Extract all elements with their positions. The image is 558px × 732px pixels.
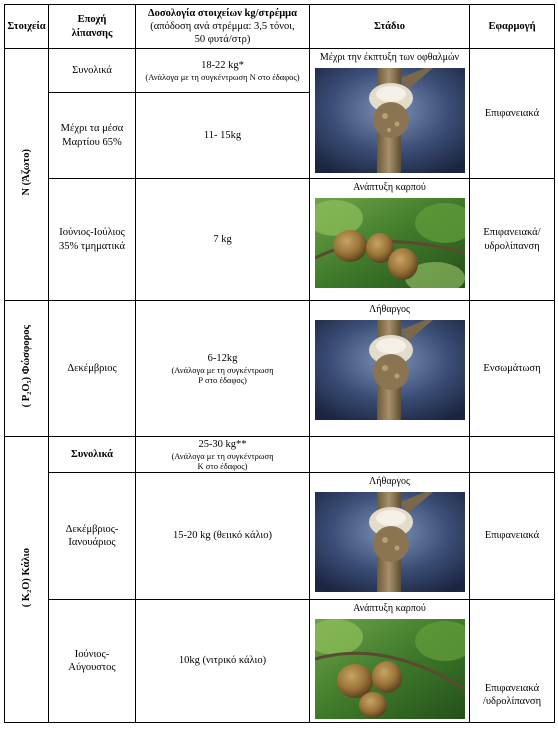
k-total-stage-empty <box>310 437 470 473</box>
kiwi-fruit-photo-icon <box>315 198 465 288</box>
p-dec-dose-note-line1: (Ανάλογα με τη συγκέντρωση <box>171 364 274 375</box>
group-nitrogen-label: Ν (Άζωτο) <box>20 149 32 196</box>
group-phosphorus <box>5 301 49 437</box>
n-total-season: Συνολικά <box>49 49 136 93</box>
header-elements: Στοιχεία <box>5 5 49 49</box>
header-season-line2: λίπανσης <box>71 27 113 39</box>
group-potassium <box>5 437 49 723</box>
k-dec-season-line2: Ιανουάριος <box>68 537 116 548</box>
n-june-season-line1: Ιούνιος-Ιούλιος <box>59 227 125 239</box>
application-surface-fert-line2: υδρολίπανση <box>484 240 540 252</box>
header-season <box>49 5 136 49</box>
k-total-dose-note-line1: (Ανάλογα με τη συγκέντρωση <box>171 450 274 461</box>
row-n-june <box>5 179 555 301</box>
application-surface2: Επιφανειακά <box>470 473 555 600</box>
header-dose-line1: Δοσολογία στοιχείων kg/στρέμμα <box>148 7 297 19</box>
n-june-season <box>49 179 136 301</box>
kiwi-bud-photo-icon <box>315 320 465 420</box>
application-surface-fert2-line2: /υδρολίπανση <box>482 695 542 707</box>
header-dose <box>136 5 310 49</box>
stage-fruit-growth-label: Ανάπτυξη καρπού <box>353 182 426 193</box>
stage-dormancy-cell <box>310 301 470 437</box>
k-total-dose <box>136 437 310 473</box>
n-june-dose: 7 kg <box>136 179 310 301</box>
n-march-season <box>49 93 136 179</box>
group-potassium-label: ( K₂O) Κάλιο <box>20 547 32 608</box>
row-k-dec <box>5 473 555 600</box>
stage-fruit-growth2-label: Ανάπτυξη καρπού <box>353 603 426 614</box>
kiwi-bud-photo-icon <box>315 492 465 592</box>
k-dec-season <box>49 473 136 600</box>
header-application: Εφαρμογή <box>470 5 555 49</box>
application-surface-fert-line1: Επιφανειακά/ <box>483 227 541 239</box>
stage-bud-break-cell <box>310 49 470 179</box>
kiwi-bud-photo-icon <box>315 68 465 173</box>
k-total-dose-note-line2: K στο έδαφος) <box>197 461 248 472</box>
k-total-season: Συνολικά <box>49 437 136 473</box>
fertilization-table <box>4 4 555 723</box>
header-dose-line3: 50 φυτά/στρ) <box>194 34 251 46</box>
k-june-season <box>49 600 136 723</box>
k-june-dose: 10kg (νιτρικό κάλιο) <box>136 600 310 723</box>
stage-dormancy2-label: Λήθαργος <box>369 476 410 487</box>
stage-dormancy-label: Λήθαργος <box>369 304 410 315</box>
application-surface-fert2 <box>470 600 555 723</box>
kiwi-fruit-photo-icon <box>315 619 465 719</box>
stage-fruit-growth2-cell <box>310 600 470 723</box>
p-dec-dose-note-line2: Ρ στο έδαφος) <box>198 375 247 386</box>
p-dec-dose-value: 6-12kg <box>207 352 238 364</box>
application-surface: Επιφανειακά <box>470 49 555 179</box>
group-nitrogen <box>5 49 49 301</box>
application-surface-fert <box>470 179 555 301</box>
n-march-season-line1: Μέχρι τα μέσα <box>60 123 124 135</box>
row-p-dec <box>5 301 555 437</box>
header-dose-line2: (απόδοση ανά στρέμμα: 3,5 τόνοι, <box>150 20 295 32</box>
group-phosphorus-label: ( P₂O₅) Φώσφορος <box>20 325 32 408</box>
k-june-season-line2: Αύγουστος <box>68 662 116 673</box>
n-june-season-line2: 35% τμηματικά <box>58 240 126 252</box>
row-k-june <box>5 600 555 723</box>
p-dec-dose <box>136 301 310 437</box>
k-dec-season-line1: Δεκέμβριος- <box>65 523 119 535</box>
stage-dormancy2-cell <box>310 473 470 600</box>
header-stage: Στάδιο <box>310 5 470 49</box>
n-total-dose-value: 18-22 kg* <box>201 59 244 71</box>
header-row <box>5 5 555 49</box>
k-total-application-empty <box>470 437 555 473</box>
stage-bud-break-label: Μέχρι την έκπτυξη των οφθαλμών <box>319 52 460 63</box>
n-total-dose-note: (Ανάλογα με τη συγκέντρωση Ν στο έδαφος) <box>145 71 300 82</box>
row-k-total <box>5 437 555 473</box>
stage-fruit-growth-cell <box>310 179 470 301</box>
k-total-dose-value: 25-30 kg** <box>198 438 247 450</box>
header-season-line1: Εποχή <box>77 14 107 26</box>
n-march-season-line2: Μαρτίου 65% <box>62 136 122 148</box>
application-incorporation: Ενσωμάτωση <box>470 301 555 437</box>
n-total-dose <box>136 49 310 93</box>
k-dec-dose: 15-20 kg (θειικό κάλιο) <box>136 473 310 600</box>
k-june-season-line1: Ιούνιος- <box>74 648 110 660</box>
row-n-total <box>5 49 555 93</box>
application-surface-fert2-line1: Επιφανειακά <box>484 682 540 694</box>
n-march-dose: 11- 15kg <box>136 93 310 179</box>
p-dec-season: Δεκέμβριος <box>49 301 136 437</box>
